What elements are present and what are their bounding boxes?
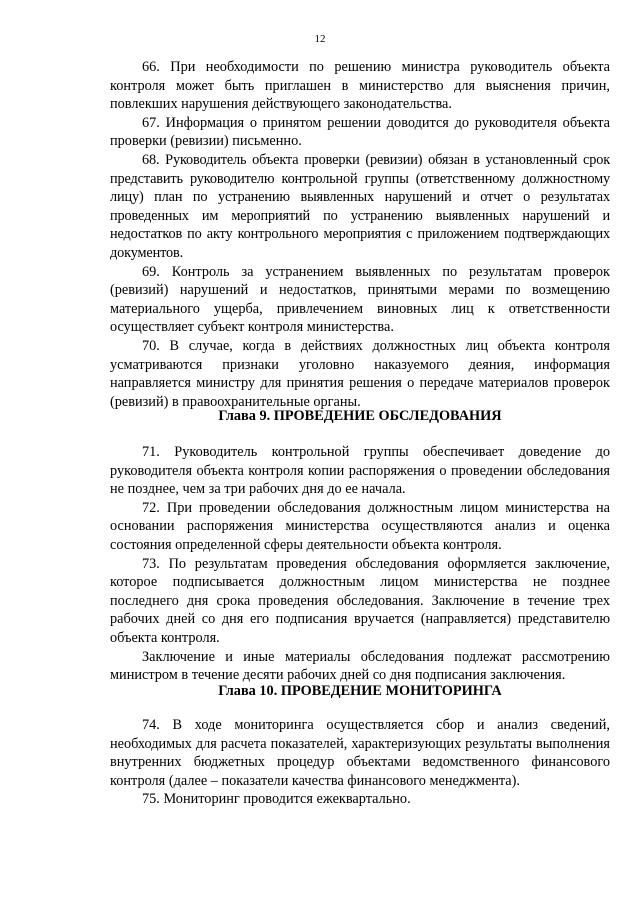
- paragraph-73: 73. По результатам проведения обследования оформляется заключение, которое подписывается должностным лицом министерства не позднее последнего дня срока проведения обследования. Заключение в течение трех рабочих дней со дня его подписания вручается (направляется) представителю объекта контроля.: [110, 555, 610, 646]
- section-control-results: [110, 58, 610, 411]
- paragraph-72: 72. При проведении обследования должностным лицом министерства на основании распоряжения министерства осуществляются анализ и оценка состояния определенной сферы деятельности объекта контроля.: [110, 499, 610, 553]
- paragraph-69: 69. Контроль за устранением выявленных по результатам проверок (ревизий) нарушений и недостатков, принятыми мерами по возмещению материального ущерба, привлечением виновных лиц к ответственности осуществляет субъект контроля министерства.: [110, 263, 610, 336]
- paragraph-71: 71. Руководитель контрольной группы обеспечивает доведение до руководителя объекта контроля копии распоряжения о проведении обследования не позднее, чем за три рабочих дня до ее начала.: [110, 444, 610, 498]
- chapter-9-heading: Глава 9. ПРОВЕДЕНИЕ ОБСЛЕДОВАНИЯ: [218, 408, 502, 424]
- paragraph-68: 68. Руководитель объекта проверки (ревизии) обязан в установленный срок представить руководителю контрольной группы (ответственному должностному лицу) план по устранению выявленных нарушений и отчет о результатах проведенных им мероприятий по устранению выявленных нарушений и недостатков по акту контрольного мероприятия с приложением подтверждающих документов.: [110, 151, 610, 261]
- document-body: [110, 58, 610, 808]
- paragraph-67: 67. Информация о принятом решении доводится до руководителя объекта проверки (ревизии) письменно.: [110, 114, 610, 150]
- section-inspection: [110, 443, 610, 685]
- chapter-10-heading: Глава 10. ПРОВЕДЕНИЕ МОНИТОРИНГА: [218, 683, 502, 699]
- page-number: 12: [314, 33, 326, 45]
- paragraph-74: 74. В ходе мониторинга осуществляется сбор и анализ сведений, необходимых для расчета показателей, характеризующих результаты выполнения внутренних бюджетных процедур объектами ведомственного финансового контроля (далее – показатели качества финансового менеджмента).: [110, 717, 610, 789]
- paragraph-75: 75. Мониторинг проводится ежеквартально.: [142, 791, 411, 808]
- section-monitoring: [110, 716, 610, 809]
- paragraph-66: 66. При необходимости по решению министра руководитель объекта контроля может быть приглашен в министерство для выяснения причин, повлекших нарушения действующего законодательства.: [110, 59, 610, 113]
- paragraph-conclusion: Заключение и иные материалы обследования подлежат рассмотрению министром в течение десяти рабочих дней со дня подписания заключения.: [110, 648, 610, 684]
- paragraph-70: 70. В случае, когда в действиях должностных лиц объекта контроля усматриваются признаки уголовно наказуемого деяния, информация направляется министру для принятия решения о передаче материалов проверок (ревизий) в правоохранительные органы.: [110, 337, 610, 410]
